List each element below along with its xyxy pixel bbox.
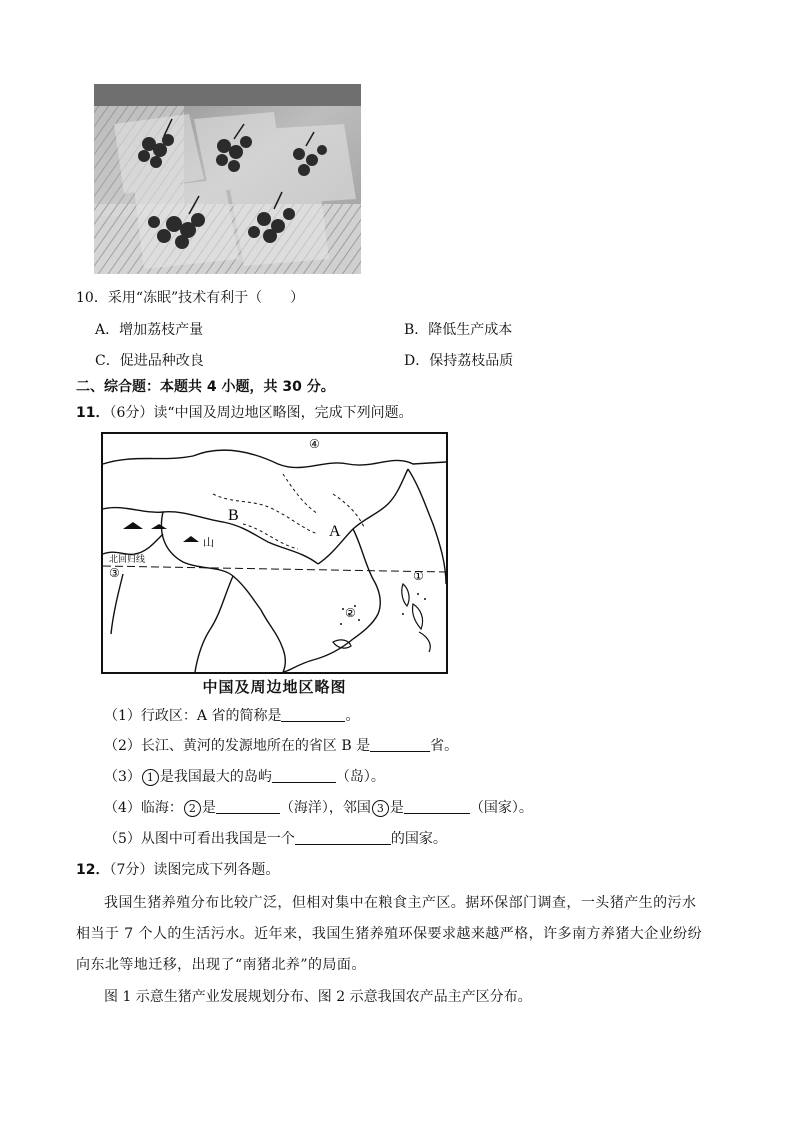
q11-sub4-blank-sea[interactable] — [216, 799, 280, 814]
q11-sub1-blank[interactable] — [281, 707, 345, 722]
q11-sub3-suffix: （岛）。 — [335, 769, 385, 785]
map-label-a: A — [329, 523, 341, 540]
q11-score: （6分） — [109, 405, 154, 421]
q12-score: （7分） — [109, 862, 154, 878]
q11-sub3-mid: 是我国最大的岛屿 — [159, 769, 272, 785]
q12-number: 12． — [76, 862, 110, 878]
q11-sub4 — [104, 798, 533, 818]
q10-option-d[interactable]: D．保持荔枝品质 — [404, 353, 514, 369]
q11-text: 读“中国及周边地区略图，完成下列问题。 — [153, 405, 413, 421]
q12-para1-line3: 向东北等地迁移，出现了“南猪北养”的局面。 — [76, 957, 366, 973]
q11-sub1-text: （1）行政区：A 省的简称是 — [104, 708, 282, 724]
circled-number: 3 — [372, 800, 389, 817]
q11-sub5 — [104, 829, 447, 849]
q10-option-a[interactable]: A．增加荔枝产量 — [95, 322, 204, 338]
q11-sub4-suffix: （国家）。 — [469, 800, 533, 816]
q10-option-b[interactable]: B．降低生产成本 — [404, 322, 513, 338]
q11-sub5-suffix: 的国家。 — [390, 831, 447, 847]
q11-sub3-text: （3） — [104, 769, 141, 785]
q11-sub4-text: （4）临海： — [104, 800, 183, 816]
china-map — [101, 432, 448, 674]
q11-sub4-mid-c: 是 — [389, 800, 404, 816]
map-label-1: ① — [413, 569, 424, 583]
q12-stem — [76, 860, 279, 880]
q11-sub4-mid-a: 是 — [201, 800, 216, 816]
q11-number: 11． — [76, 405, 110, 421]
q11-sub3-blank[interactable] — [272, 768, 336, 783]
map-label-3: ③ — [109, 566, 120, 580]
q12-para1-line1: 我国生猪养殖分布比较广泛，但相对集中在粮食主产区。据环保部门调查，一头猪产生的污水 — [104, 895, 697, 911]
q11-sub2 — [104, 736, 458, 756]
circled-number: 2 — [184, 800, 201, 817]
map-caption: 中国及周边地区略图 — [202, 678, 347, 696]
q11-sub4-mid-b: （海洋），邻国 — [279, 800, 371, 816]
map-label-2: ② — [345, 606, 356, 620]
q10-option-c[interactable]: C．促进品种改良 — [95, 353, 204, 369]
q12-text: 读图完成下列各题。 — [153, 862, 280, 878]
map-label-tropic: 北回归线 — [109, 555, 146, 565]
circled-number: 1 — [142, 769, 159, 786]
q11-sub2-blank[interactable] — [370, 737, 430, 752]
q10-stem: 10．采用“冻眠”技术有利于（ ） — [76, 290, 305, 306]
q11-sub5-blank[interactable] — [295, 830, 391, 845]
q11-sub3 — [104, 767, 385, 787]
q11-sub5-text: （5）从图中可看出我国是一个 — [104, 831, 295, 847]
q11-sub4-blank-country[interactable] — [404, 799, 470, 814]
q11-sub2-text: （2）长江、黄河的发源地所在的省区 B 是 — [104, 738, 371, 754]
q12-para1-line2: 相当于 7 个人的生活污水。近年来，我国生猪养殖环保要求越来越严格，许多南方养猪大企业纷纷 — [76, 926, 703, 942]
q12-para2: 图 1 示意生猪产业发展规划分布、图 2 示意我国农产品主产区分布。 — [104, 989, 532, 1005]
map-label-4: ④ — [309, 437, 320, 451]
map-label-b: B — [228, 507, 239, 524]
q11-stem — [76, 403, 413, 423]
frozen-lychee-photo — [94, 84, 361, 274]
map-label-mountain: 山 — [203, 536, 214, 549]
q11-sub2-suffix: 省。 — [430, 738, 459, 754]
q11-sub1 — [104, 706, 359, 726]
q11-sub1-suffix: 。 — [345, 708, 360, 724]
section-heading: 二、综合题：本题共 4 小题，共 30 分。 — [76, 379, 335, 395]
